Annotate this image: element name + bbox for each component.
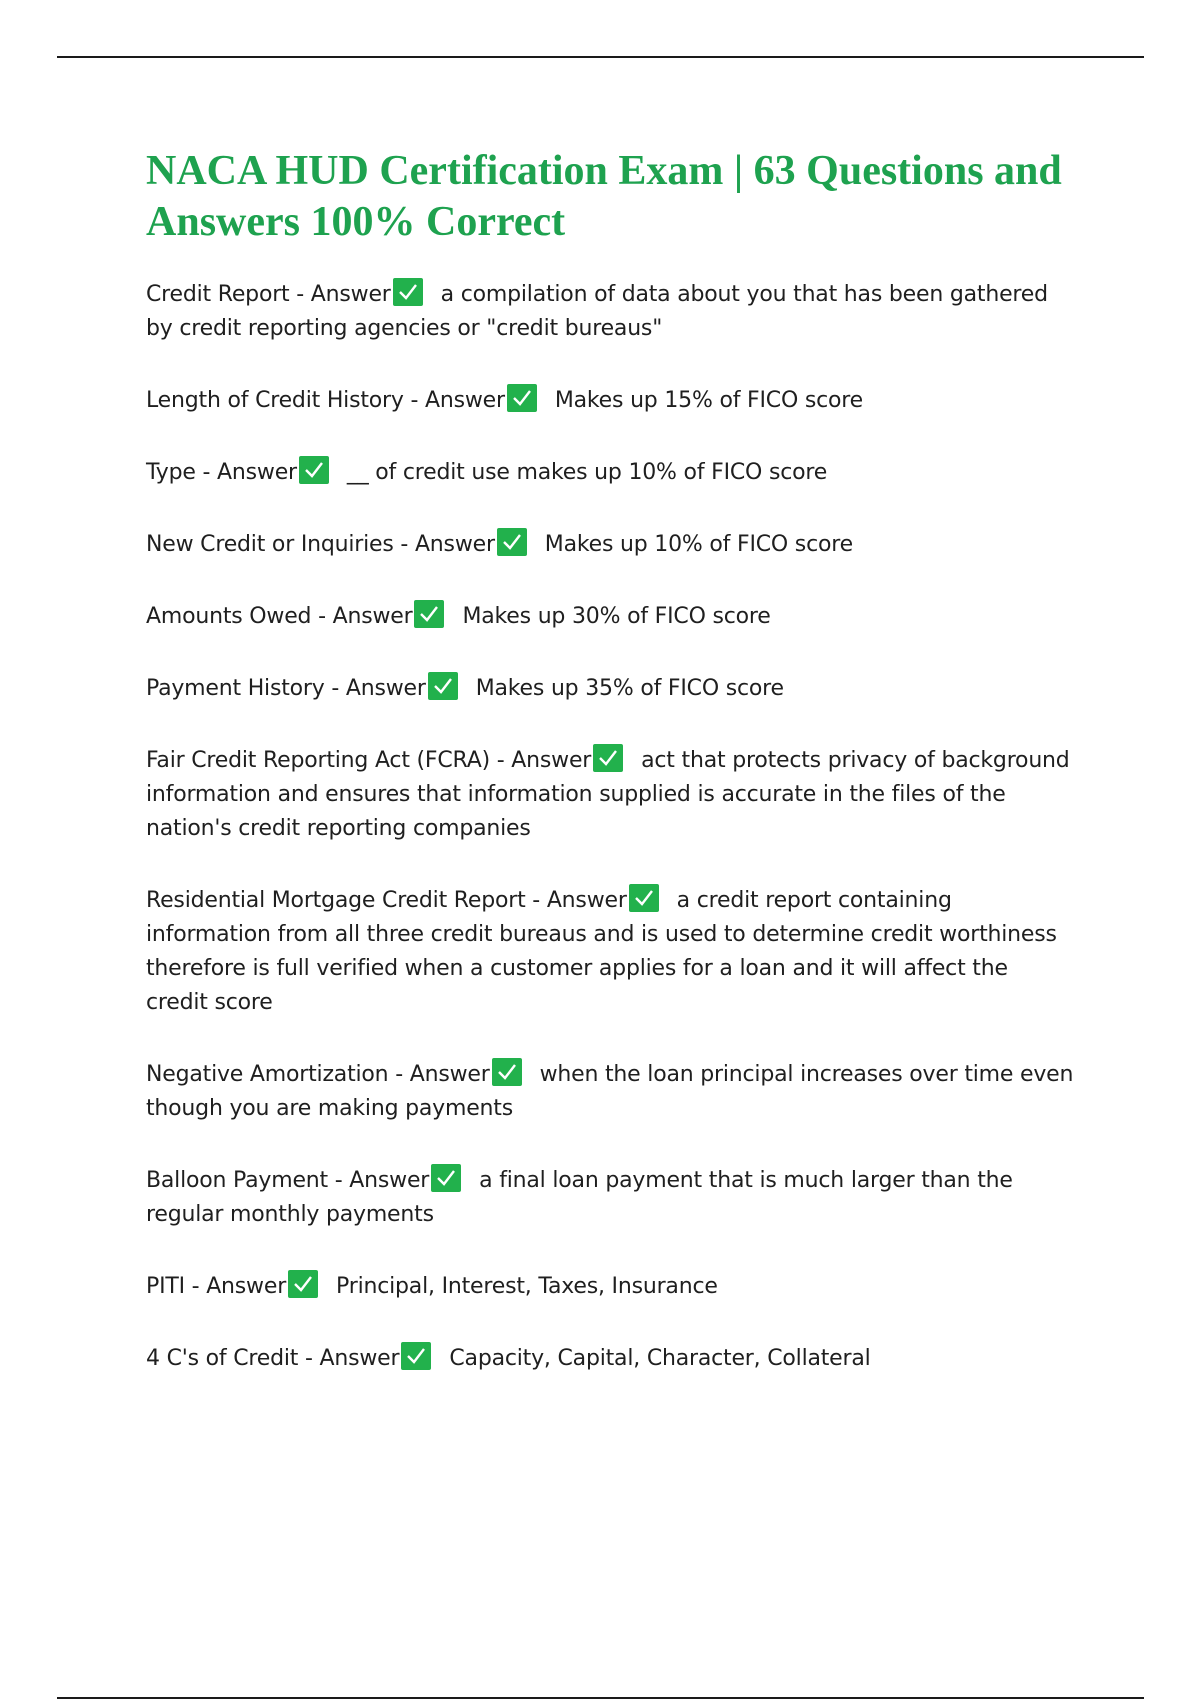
qa-answer: Capacity, Capital, Character, Collateral (449, 1346, 871, 1371)
qa-answer: Makes up 30% of FICO score (462, 604, 771, 629)
qa-answer: a credit report containing information from all three credit bureaus and is used to determine credit worthiness therefore is full verified when a customer applies for a loan and it will affect the credit score (146, 888, 1057, 1015)
qa-term: Payment History - Answer (146, 676, 426, 701)
check-mark-icon (492, 1058, 522, 1086)
qa-answer: Makes up 10% of FICO score (544, 532, 853, 557)
qa-item (146, 884, 1076, 1020)
qa-item (146, 528, 1076, 562)
qa-term: Type - Answer (146, 460, 297, 485)
qa-term: Fair Credit Reporting Act (FCRA) - Answer (146, 748, 592, 773)
qa-item (146, 744, 1076, 846)
qa-term: 4 C's of Credit - Answer (146, 1346, 400, 1371)
qa-answer: when the loan principal increases over time even though you are making payments (146, 1062, 1074, 1121)
qa-answer: a compilation of data about you that has been gathered by credit reporting agencies or "credit bureaus" (146, 282, 1048, 341)
check-mark-icon (507, 384, 537, 412)
qa-item (146, 384, 1076, 418)
qa-item (146, 1164, 1076, 1232)
qa-term: Residential Mortgage Credit Report - Answer (146, 888, 627, 913)
qa-term: New Credit or Inquiries - Answer (146, 532, 495, 557)
qa-answer: Makes up 15% of FICO score (554, 388, 863, 413)
qa-item (146, 1270, 1076, 1304)
qa-item (146, 278, 1076, 346)
qa-term: Length of Credit History - Answer (146, 388, 505, 413)
document-body (146, 146, 1076, 1414)
qa-answer: act that protects privacy of background information and ensures that information supplied is accurate in the files of the nation's credit reporting companies (146, 748, 1070, 841)
check-mark-icon (299, 456, 329, 484)
check-mark-icon (393, 278, 423, 306)
qa-item (146, 1342, 1076, 1376)
document-title: NACA HUD Certification Exam | 63 Questions and Answers 100% Correct (146, 148, 1062, 245)
qa-term: Credit Report - Answer (146, 282, 391, 307)
bottom-rule (57, 1697, 1144, 1699)
qa-term: Amounts Owed - Answer (146, 604, 413, 629)
top-rule (57, 56, 1144, 58)
check-mark-icon (428, 672, 458, 700)
qa-answer: __ of credit use makes up 10% of FICO score (346, 460, 828, 485)
qa-answer: a final loan payment that is much larger than the regular monthly payments (146, 1168, 1013, 1227)
check-mark-icon (288, 1270, 318, 1298)
qa-list (146, 278, 1076, 1376)
qa-term: Balloon Payment - Answer (146, 1168, 430, 1193)
qa-answer: Makes up 35% of FICO score (475, 676, 784, 701)
check-mark-icon (593, 744, 623, 772)
check-mark-icon (629, 884, 659, 912)
check-mark-icon (401, 1342, 431, 1370)
qa-item (146, 1058, 1076, 1126)
qa-answer: Principal, Interest, Taxes, Insurance (336, 1274, 718, 1299)
qa-item (146, 600, 1076, 634)
qa-term: PITI - Answer (146, 1274, 287, 1299)
qa-item (146, 672, 1076, 706)
check-mark-icon (414, 600, 444, 628)
check-mark-icon (431, 1164, 461, 1192)
qa-term: Negative Amortization - Answer (146, 1062, 490, 1087)
check-mark-icon (497, 528, 527, 556)
qa-item (146, 456, 1076, 490)
